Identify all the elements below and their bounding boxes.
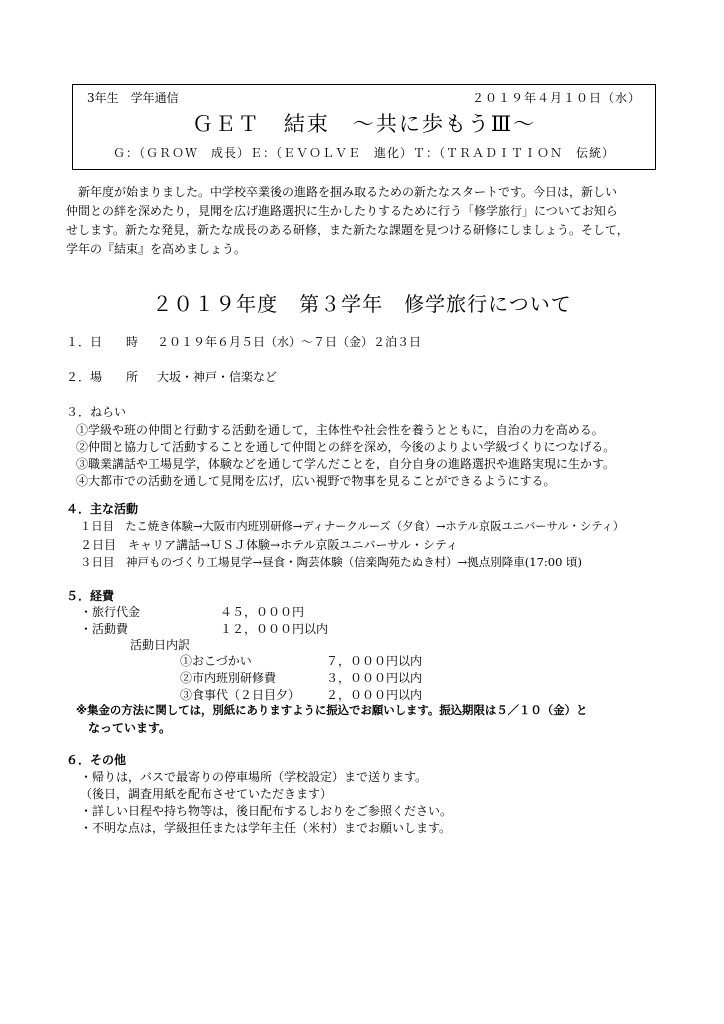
section-aims-heading: ３．ねらい [66,405,127,419]
breakdown-label: 活動日内訳 [130,638,191,652]
travel-cost-label: ・旅行代金 [80,605,141,619]
section-other-heading: ６．その他 [66,753,127,767]
grade-label: 3年生 学年通信 [87,91,179,105]
header-box [72,84,656,170]
aim-item: ①学級や班の仲間と行動する活動を通して，主体性や社会性を養うとともに，自治の力を高める。 [76,423,604,437]
section-activities-heading: ４．主な活動 [66,502,139,516]
intro-paragraph [66,183,658,259]
breakdown-item-value: ３，０００円以内 [326,671,423,685]
page-title: ２０１９年度 第３学年 修学旅行について [152,292,572,316]
payment-note-cont: なっています。 [88,721,172,735]
section-cost-heading: ５．経費 [66,589,115,603]
activity-day: ２日目 キャリア講話→ＵＳＪ体験→ホテル京阪ユニバーサル・シティ [80,538,458,552]
newsletter-subtitle: Ｇ：（ＧＲＯＷ 成長）Ｅ：（ＥＶＯＬＶＥ 進化）Ｔ：（ＴＲＡＤＩＴＩＯＮ 伝統） [112,146,615,160]
breakdown-item-label: ②市内班別研修費 [180,671,277,685]
intro-line: 仲間との絆を深めたり，見聞を広げ進路選択に生かしたりするために行う「修学旅行」についてお知ら [66,204,618,218]
payment-note: ※集金の方法に関しては，別紙にありますように振込でお願いします。振込期限は５／１０（金）と [76,703,588,717]
newsletter-title: ＧＥＴ 結束 ～共に歩もうⅢ～ [191,112,537,136]
intro-line: せします。新たな発見，新たな成長のある研修，また新たな課題を見つける研修にしましょう。そして， [66,223,629,237]
activity-day: ３日目 神戸ものづくり工場見学→昼食・陶芸体験（信楽陶苑たぬき村）→拠点別降車(17:00 頃) [80,555,583,569]
intro-line: 新年度が始まりました。中学校卒業後の進路を掴み取るための新たなスタートです。今日は，新しい [78,185,618,199]
travel-cost-value: ４５，０００円 [220,605,305,619]
other-item: ・帰りは，バスで最寄りの停車場所（学校設定）まで送ります。 [80,770,428,784]
breakdown-item-label: ③食事代（２日目夕） [180,688,301,702]
activity-day: １日目 たこ焼き体験→大阪市内班別研修→ディナークルーズ（夕食）→ホテル京阪ユニバーサル・シティ） [80,520,625,533]
activity-cost-value: １２，０００円以内 [220,622,329,636]
activity-cost-label: ・活動費 [80,622,129,636]
aim-item: ②仲間と協力して活動することを通して仲間との絆を深め，今後のよりよい学級づくりにつなげる。 [76,440,616,454]
section-date-heading: １．日 時 [66,335,139,349]
intro-line: 学年の『結束』を高めましょう。 [66,242,247,256]
breakdown-item-label: ①おこづかい [180,654,252,668]
breakdown-item-value: ７，０００円以内 [326,654,423,668]
aim-item: ③職業講話や工場見学，体験などを通して学んだことを，自分自身の進路選択や進路実現に生かす。 [76,457,616,471]
section-date-value: ２０１９年６月５日（水）～７日（金）２泊３日 [157,335,422,349]
other-item: （後日，調査用紙を配布させていただきます） [80,787,333,801]
other-item: ・不明な点は，学級担任または学年主任（米村）までお願いします。 [80,821,452,835]
breakdown-item-value: ２，０００円以内 [326,688,423,702]
other-item: ・詳しい日程や持ち物等は，後日配布するしおりをご参照ください。 [80,804,453,818]
section-place-heading: ２．場 所 [66,370,139,384]
section-place-value: 大坂・神戸・信楽など [157,370,278,384]
issue-date: ２０１９年４月１０日（水） [471,91,641,105]
aim-item: ④大都市での活動を通して見聞を広げ，広い視野で物事を見ることができるようにする。 [76,474,556,488]
